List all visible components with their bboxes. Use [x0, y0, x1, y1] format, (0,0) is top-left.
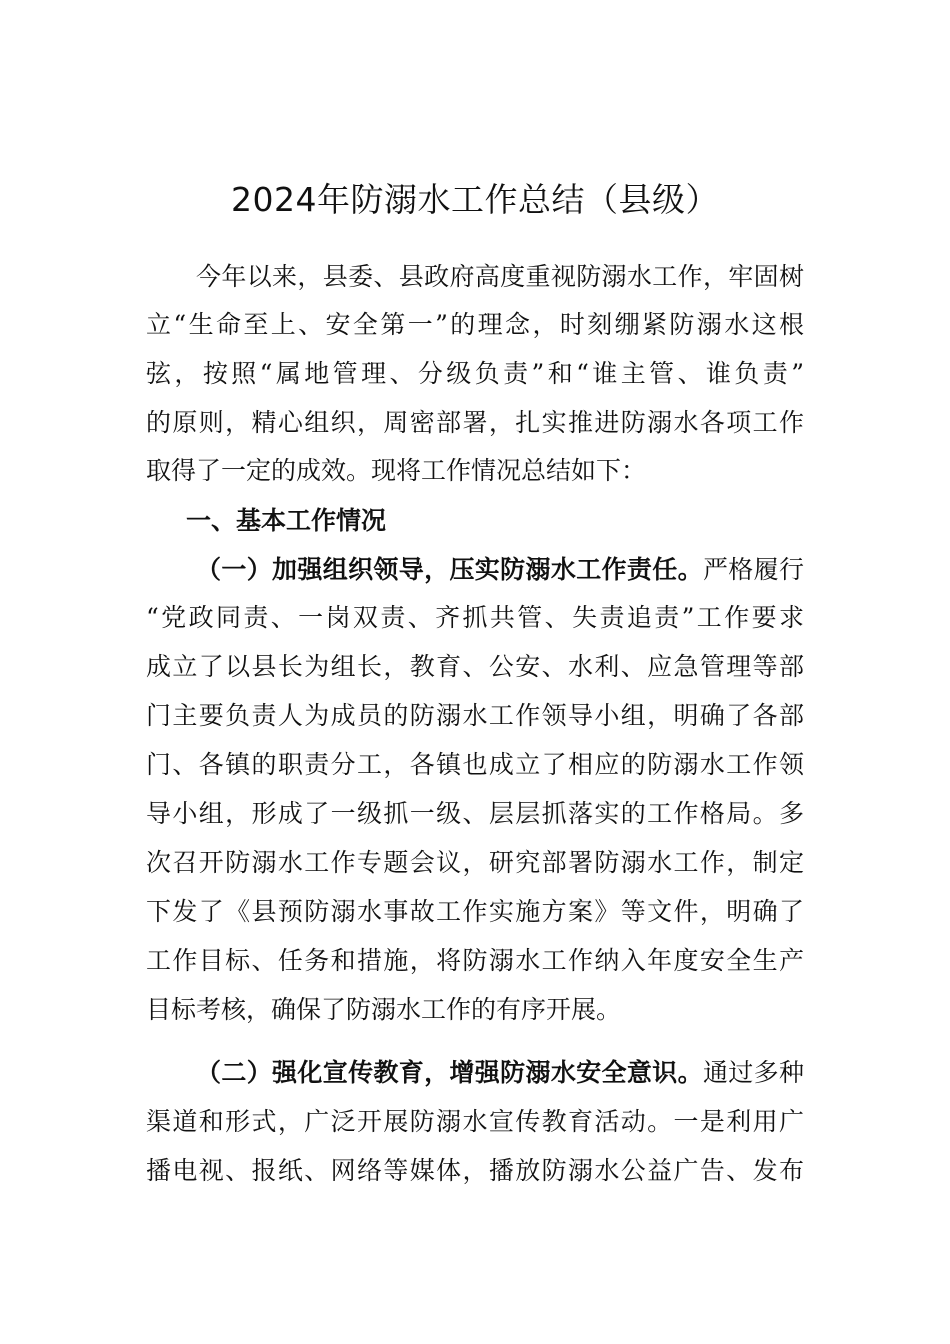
subsection-heading: （二）强化宣传教育，增强防溺水安全意识。	[196, 1058, 703, 1087]
subsection-heading: （一）加强组织领导，压实防溺水工作责任。	[196, 555, 703, 584]
paragraph-text: 通过多种	[702, 1058, 804, 1087]
paragraph-line: 播电视、报纸、网络等媒体，播放防溺水公益广告、发布	[146, 1156, 804, 1185]
paragraph-line: 工作目标、任务和措施，将防溺水工作纳入年度安全生产	[146, 946, 804, 975]
paragraph-line: 渠道和形式，广泛开展防溺水宣传教育活动。一是利用广	[146, 1107, 804, 1136]
section-heading: 一、基本工作情况	[186, 506, 387, 535]
paragraph-line: 导小组，形成了一级抓一级、层层抓落实的工作格局。多	[146, 799, 804, 828]
paragraph-line: 次召开防溺水工作专题会议，研究部署防溺水工作，制定	[146, 848, 804, 877]
intro-line: 弦，按照“属地管理、分级负责”和“谁主管、谁负责”	[146, 359, 804, 388]
paragraph-line: “党政同责、一岗双责、齐抓共管、失责追责”工作要求	[146, 603, 804, 632]
paragraph-line: 门主要负责人为成员的防溺水工作领导小组，明确了各部	[146, 701, 804, 730]
subsection-first-line	[196, 550, 804, 590]
paragraph-line: 下发了《县预防溺水事故工作实施方案》等文件，明确了	[146, 897, 804, 926]
paragraph-line: 门、各镇的职责分工，各镇也成立了相应的防溺水工作领	[146, 750, 804, 779]
document-title: 2024年防溺水工作总结（县级）	[231, 180, 719, 219]
paragraph-line: 成立了以县长为组长，教育、公安、水利、应急管理等部	[146, 652, 804, 681]
intro-line: 立“生命至上、安全第一”的理念，时刻绷紧防溺水这根	[146, 310, 804, 339]
intro-line: 今年以来，县委、县政府高度重视防溺水工作，牢固树	[196, 262, 804, 291]
paragraph-text: 严格履行	[702, 555, 804, 584]
intro-line: 取得了一定的成效。现将工作情况总结如下：	[146, 456, 647, 485]
subsection-first-line	[196, 1053, 804, 1093]
intro-line: 的原则，精心组织，周密部署，扎实推进防溺水各项工作	[146, 408, 804, 437]
paragraph-line: 目标考核，确保了防溺水工作的有序开展。	[146, 995, 622, 1024]
